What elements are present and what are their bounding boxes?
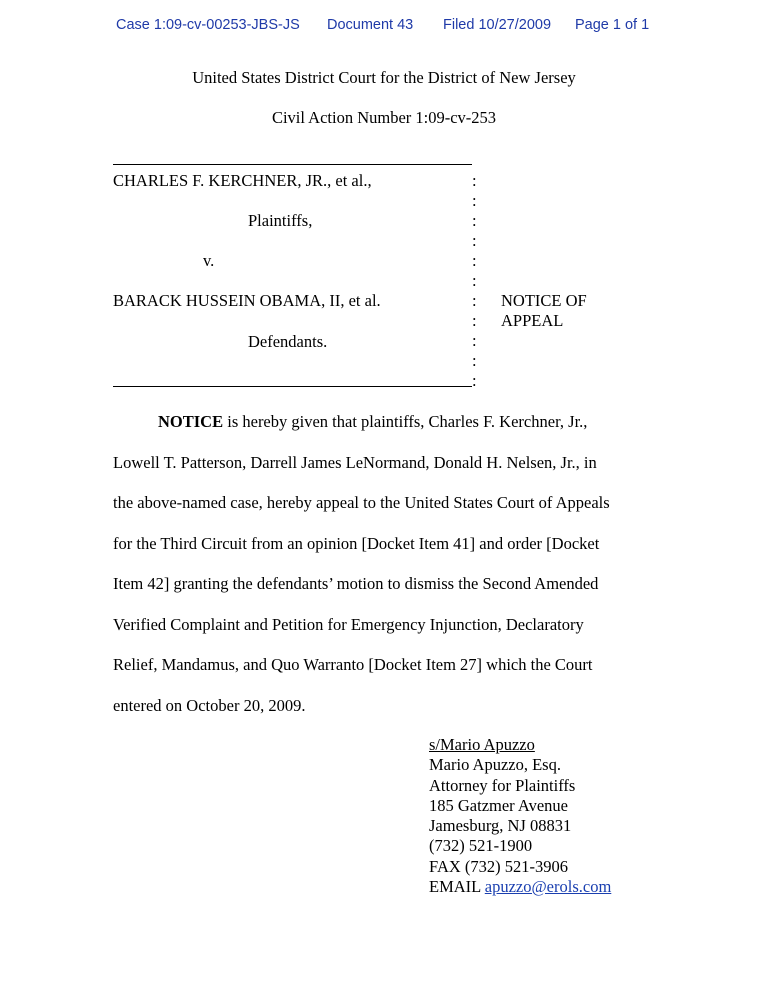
electronic-signature: s/Mario Apuzzo [429, 735, 535, 754]
email-label: EMAIL [429, 877, 485, 897]
caption-colon: : [472, 291, 477, 310]
plaintiff-name: CHARLES F. KERCHNER, JR., et al., [113, 171, 372, 190]
paragraph-line: entered on October 20, 2009. [113, 696, 306, 715]
document-number: Document 43 [327, 17, 414, 33]
email-line [429, 877, 611, 897]
fax-number: FAX (732) 521-3906 [429, 856, 569, 876]
caption-colon: : [472, 351, 477, 370]
page-indicator: Page 1 of 1 [575, 17, 650, 33]
caption-bottom-rule [113, 386, 472, 387]
paragraph-text: is hereby given that plaintiffs, Charles F. Kerchner, Jr., [223, 412, 588, 431]
caption-colon: : [472, 191, 477, 210]
defendants-label: Defendants. [248, 332, 328, 351]
caption-colon: : [472, 371, 477, 390]
paragraph-line: Lowell T. Patterson, Darrell James LeNormand, Donald H. Nelsen, Jr., in [113, 453, 597, 472]
paragraph-line: for the Third Circuit from an opinion [Docket Item 41] and order [Docket [113, 534, 600, 553]
document-title-line1: NOTICE OF [501, 291, 587, 310]
caption-colon: : [472, 251, 477, 270]
address-line-1: 185 Gatzmer Avenue [429, 795, 568, 815]
plaintiffs-label: Plaintiffs, [248, 211, 313, 230]
caption-colon: : [472, 331, 477, 350]
filed-date: Filed 10/27/2009 [443, 17, 552, 33]
attorney-name: Mario Apuzzo, Esq. [429, 755, 561, 775]
paragraph-line-1 [158, 412, 587, 432]
paragraph-line: Verified Complaint and Petition for Emergency Injunction, Declaratory [113, 615, 584, 634]
court-name: United States District Court for the District of New Jersey [192, 68, 576, 87]
caption-colon: : [472, 311, 477, 330]
caption-colon: : [472, 271, 477, 290]
address-line-2: Jamesburg, NJ 08831 [429, 816, 572, 836]
civil-action-number: Civil Action Number 1:09-cv-253 [271, 108, 497, 127]
caption-colon: : [472, 211, 477, 230]
paragraph-line: Item 42] granting the defendants’ motion to dismiss the Second Amended [113, 574, 599, 593]
case-number: Case 1:09-cv-00253-JBS-JS [116, 17, 300, 33]
caption-top-rule [113, 164, 472, 165]
document-title-line2: APPEAL [501, 311, 564, 330]
defendant-name: BARACK HUSSEIN OBAMA, II, et al. [113, 291, 381, 310]
attorney-role: Attorney for Plaintiffs [429, 775, 576, 795]
notice-lead: NOTICE [158, 412, 224, 431]
signature-block [429, 735, 611, 897]
caption-colon: : [472, 231, 477, 250]
paragraph-line: the above-named case, hereby appeal to the United States Court of Appeals [113, 493, 610, 512]
email-link[interactable]: apuzzo@erols.com [484, 877, 612, 897]
versus: v. [203, 251, 215, 270]
paragraph-line: Relief, Mandamus, and Quo Warranto [Docket Item 27] which the Court [113, 655, 593, 674]
caption-colon: : [472, 171, 477, 190]
phone-number: (732) 521-1900 [429, 836, 533, 856]
